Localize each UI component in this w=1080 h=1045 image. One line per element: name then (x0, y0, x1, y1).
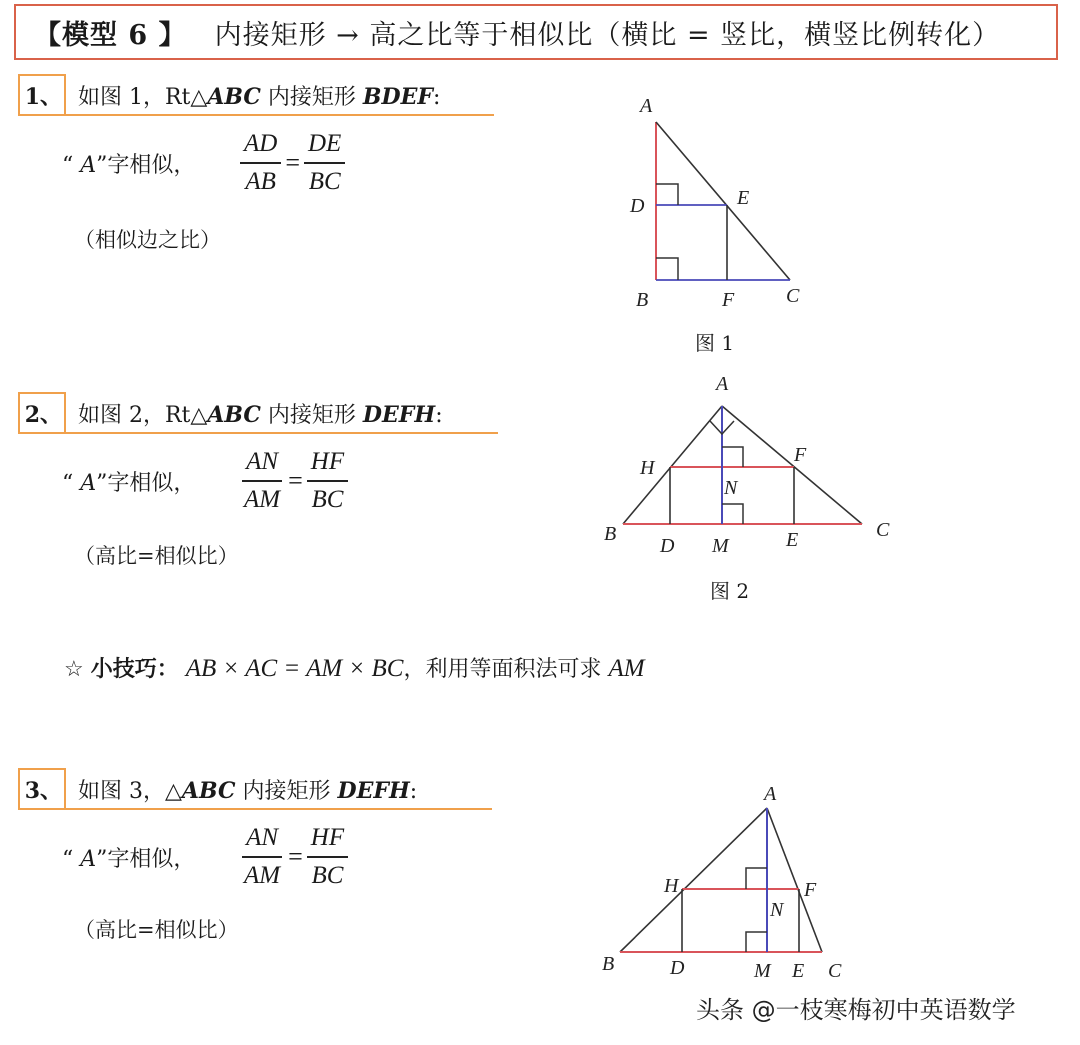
watermark-text: 头条 @一枝寒梅初中英语数学 (696, 996, 1016, 1024)
section-title: 如图 3，△ABC 内接矩形 DEFH: (78, 778, 418, 804)
svg-text:C: C (876, 519, 890, 541)
section-number: 2、 (18, 392, 66, 434)
ratio-equation: $\frac{AD}{AB}$ = $\frac{DE}{BC}$ (240, 128, 345, 198)
svg-text:B: B (604, 523, 617, 545)
ratio-equation: $\frac{AN}{AM}$ = $\frac{HF}{BC}$ (240, 446, 348, 516)
svg-text:B: B (636, 289, 649, 311)
tip-target: AM (608, 655, 645, 682)
section-1-heading (18, 74, 494, 116)
svg-text:A: A (716, 373, 729, 395)
svg-text:F: F (794, 444, 807, 466)
figure-3-diagram (590, 770, 860, 990)
svg-text:C: C (786, 285, 800, 307)
svg-text:A: A (640, 95, 653, 117)
tip-text: ，利用等面积法可求 (403, 657, 609, 682)
section-note: （相似边之比） (74, 228, 221, 252)
section-title: 如图 2，Rt△ABC 内接矩形 DEFH: (78, 402, 443, 428)
section-note: （高比=相似比） (74, 918, 239, 942)
svg-text:M: M (712, 535, 729, 557)
ratio-equation: $\frac{AN}{AM}$ = $\frac{HF}{BC}$ (240, 822, 348, 892)
svg-text:N: N (724, 477, 738, 499)
svg-text:E: E (786, 529, 799, 551)
svg-text:F: F (804, 879, 817, 901)
similarity-statement: “ A”字相似， (62, 153, 196, 178)
svg-text:M: M (754, 960, 771, 982)
section-number: 3、 (18, 768, 66, 810)
svg-text:H: H (664, 875, 679, 897)
model-title: 内接矩形 → 高之比等于相似比（横比 = 竖比，横竖比例转化） (214, 19, 1001, 51)
model-header (14, 4, 1058, 60)
similarity-statement: “ A”字相似， (62, 471, 196, 496)
svg-text:N: N (770, 899, 784, 921)
tip-label: 小技巧： (90, 656, 179, 682)
heading-underline (18, 808, 492, 810)
section-2-heading (18, 392, 498, 434)
figure-2-caption: 图 2 (710, 579, 750, 603)
svg-text:D: D (630, 195, 645, 217)
section-note: （高比=相似比） (74, 544, 239, 568)
svg-text:D: D (670, 957, 685, 979)
svg-text:C: C (828, 960, 842, 982)
heading-underline (18, 114, 494, 116)
section-3-heading (18, 768, 492, 810)
svg-text:H: H (640, 457, 655, 479)
tip-formula: AB × AC = AM × BC (185, 655, 404, 682)
svg-text:A: A (764, 783, 777, 805)
heading-underline (18, 432, 498, 434)
figure-2-diagram (590, 370, 900, 570)
figure-1-caption: 图 1 (695, 331, 735, 355)
model-tag: 【模型 6 】 (34, 19, 187, 51)
svg-text:E: E (792, 960, 805, 982)
svg-text:F: F (722, 289, 735, 311)
tip-line (64, 652, 645, 683)
star-icon: ☆ (64, 657, 84, 682)
section-number: 1、 (18, 74, 66, 116)
section-title: 如图 1，Rt△ABC 内接矩形 BDEF: (78, 84, 441, 110)
svg-text:D: D (660, 535, 675, 557)
svg-text:B: B (602, 953, 615, 975)
similarity-statement: “ A”字相似， (62, 847, 196, 872)
svg-text:E: E (737, 187, 750, 209)
